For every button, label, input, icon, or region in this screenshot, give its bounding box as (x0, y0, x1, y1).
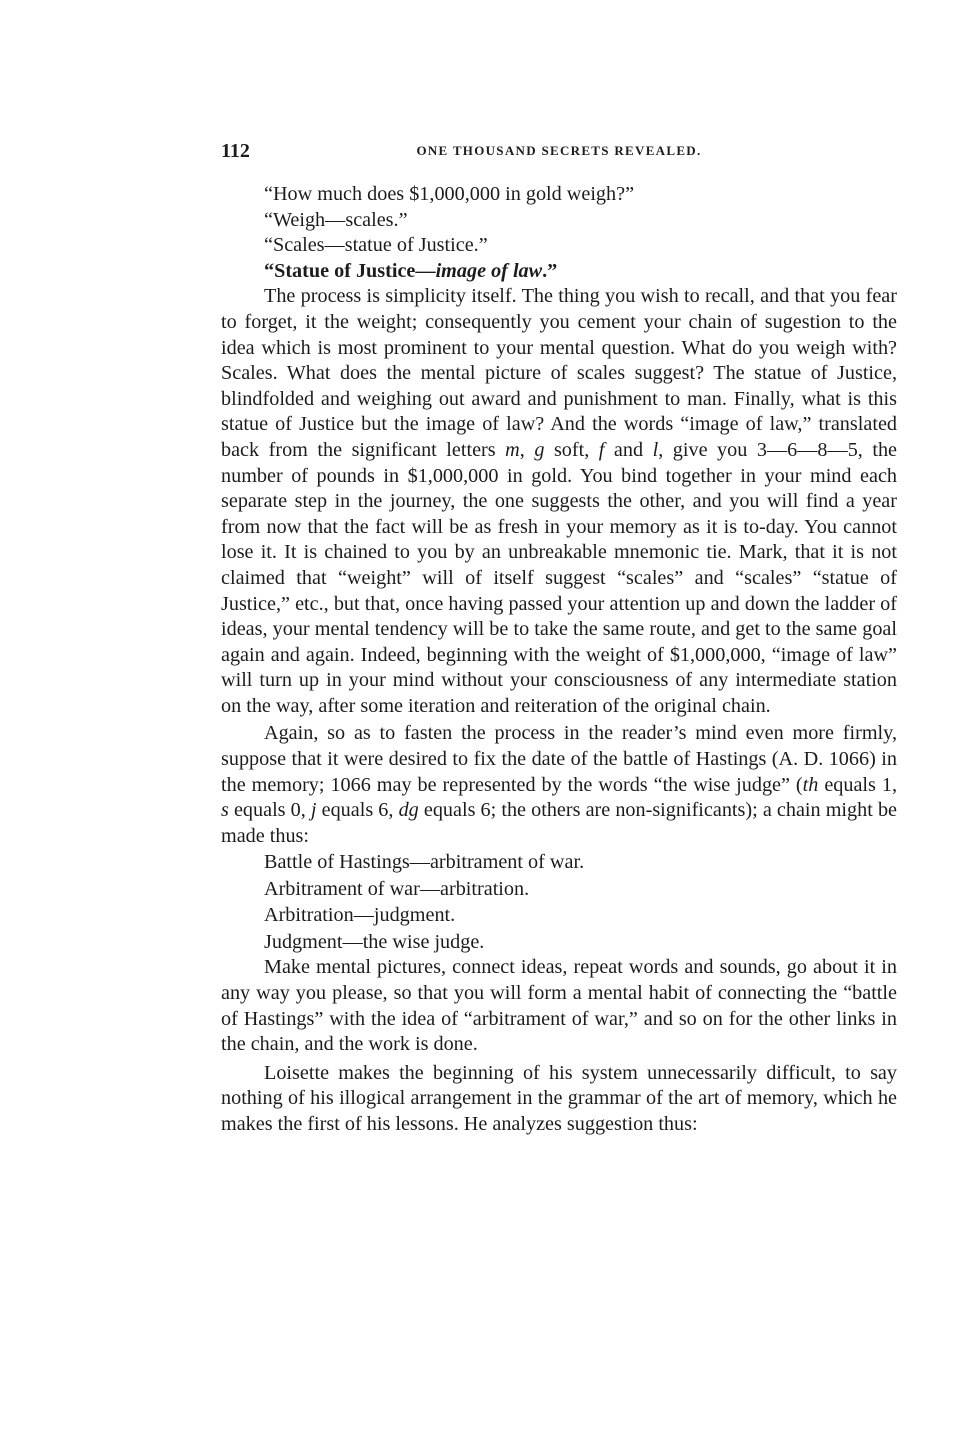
letter-l: l (652, 438, 659, 461)
chain-line-4-suffix: .” (542, 259, 558, 282)
chain-line-4 (221, 259, 897, 285)
paragraph-process-part-b: , (519, 438, 535, 461)
paragraph-loisette: Loisette makes the beginning of his system unnecessarily difficult, to say nothing of his illogical arrangement in the grammar of the art of memory, which he makes the first of his lessons. He analyzes suggestion thus: (221, 1061, 897, 1135)
paragraph-hastings-part-d: equals 6, (316, 799, 399, 822)
paragraph-process-part-d: and (604, 438, 653, 461)
paragraph-hastings-part-a: Again, so as to fasten the process in the reader’s mind even more firmly, suppose that it were desired to fix the date of the battle of Hastings (A. D. 1066) in the memory; 1066 may be represented by the words “the wise judge” ( (221, 722, 897, 796)
paragraph-process (221, 284, 897, 719)
paragraph-process-part-e: , give you 3—6—8—5, the number of pounds in $1,000,000 in gold. You bind together in your mind each separate step in the journey, the one suggests the other, and you will find a year from now that the fact will be as fresh in your memory as it is to-day. You cannot lose it. It is chained to you by an unbreakable mnemonic tie. Mark, that it is not claimed that “weight” will of itself suggest “scales” and “scales” “statue of Justice,” etc., but that, once having passed your attention up and down the ladder of ideas, your mental tendency will be to take the same route, and get to the same goal again and again. Indeed, beginning with the weight of $1,000,000, “image of law” will turn up in your mind without your consciousness of any intermediate station on the way, after some iteration and reiteration of the original chain. (221, 438, 898, 717)
letters-th: th (802, 773, 819, 796)
paragraph-hastings-part-b: equals 1, (818, 773, 897, 796)
letters-dg: dg (398, 799, 419, 822)
paragraph-hastings-part-e: equals 6; the others are non-significants); a chain might be made thus: (221, 799, 897, 847)
paragraph-hastings (221, 721, 897, 849)
letter-m: m (505, 438, 520, 461)
running-title: ONE THOUSAND SECRETS REVEALED. (416, 143, 702, 158)
paragraph-mental-pictures: Make mental pictures, connect ideas, repeat words and sounds, go about it in any way you please, so that you will form a mental habit of connecting the “battle of Hastings” with the idea of “arbitrament of war,” and so on for the other links in the chain, and the work is done. (221, 956, 897, 1056)
chain-line-2: “Weigh—scales.” (264, 208, 408, 231)
hastings-chain-line-3: Arbitration—judgment. (264, 904, 456, 927)
hastings-chain-line-4: Judgment—the wise judge. (264, 930, 485, 953)
letter-g: g (534, 438, 545, 461)
page-number: 112 (221, 140, 250, 162)
chain-line-3: “Scales—statue of Justice.” (264, 234, 488, 257)
hastings-chain-line-1: Battle of Hastings—arbitrament of war. (264, 851, 585, 874)
letter-j: j (310, 799, 317, 822)
chain-line-4-prefix: “Statue of Justice— (264, 259, 436, 282)
paragraph-hastings-part-c: equals 0, (228, 799, 311, 822)
letter-f: f (598, 438, 605, 461)
letter-s: s (221, 799, 229, 822)
chain-line-1: “How much does $1,000,000 in gold weigh?” (264, 183, 635, 205)
chain-line-4-italic: image of law (435, 259, 543, 282)
page-header (221, 140, 897, 170)
paragraph-process-part-a: The process is simplicity itself. The thing you wish to recall, and that you fear to forget, it the weight; consequently you cement your chain of sugestion to the idea which is most prominent to your mental question. What do you weigh with? Scales. What does the mental picture of scales suggest? The statue of Justice, blindfolded and weighing out award and punishment to man. Finally, what is this statue of Justice but the image of law? And the words “image of law,” translated back from the significant letters (221, 285, 897, 461)
page-body (221, 182, 897, 1138)
hastings-chain-line-2: Arbitrament of war—arbitration. (264, 877, 530, 900)
paragraph-process-part-c: soft, (544, 438, 599, 461)
